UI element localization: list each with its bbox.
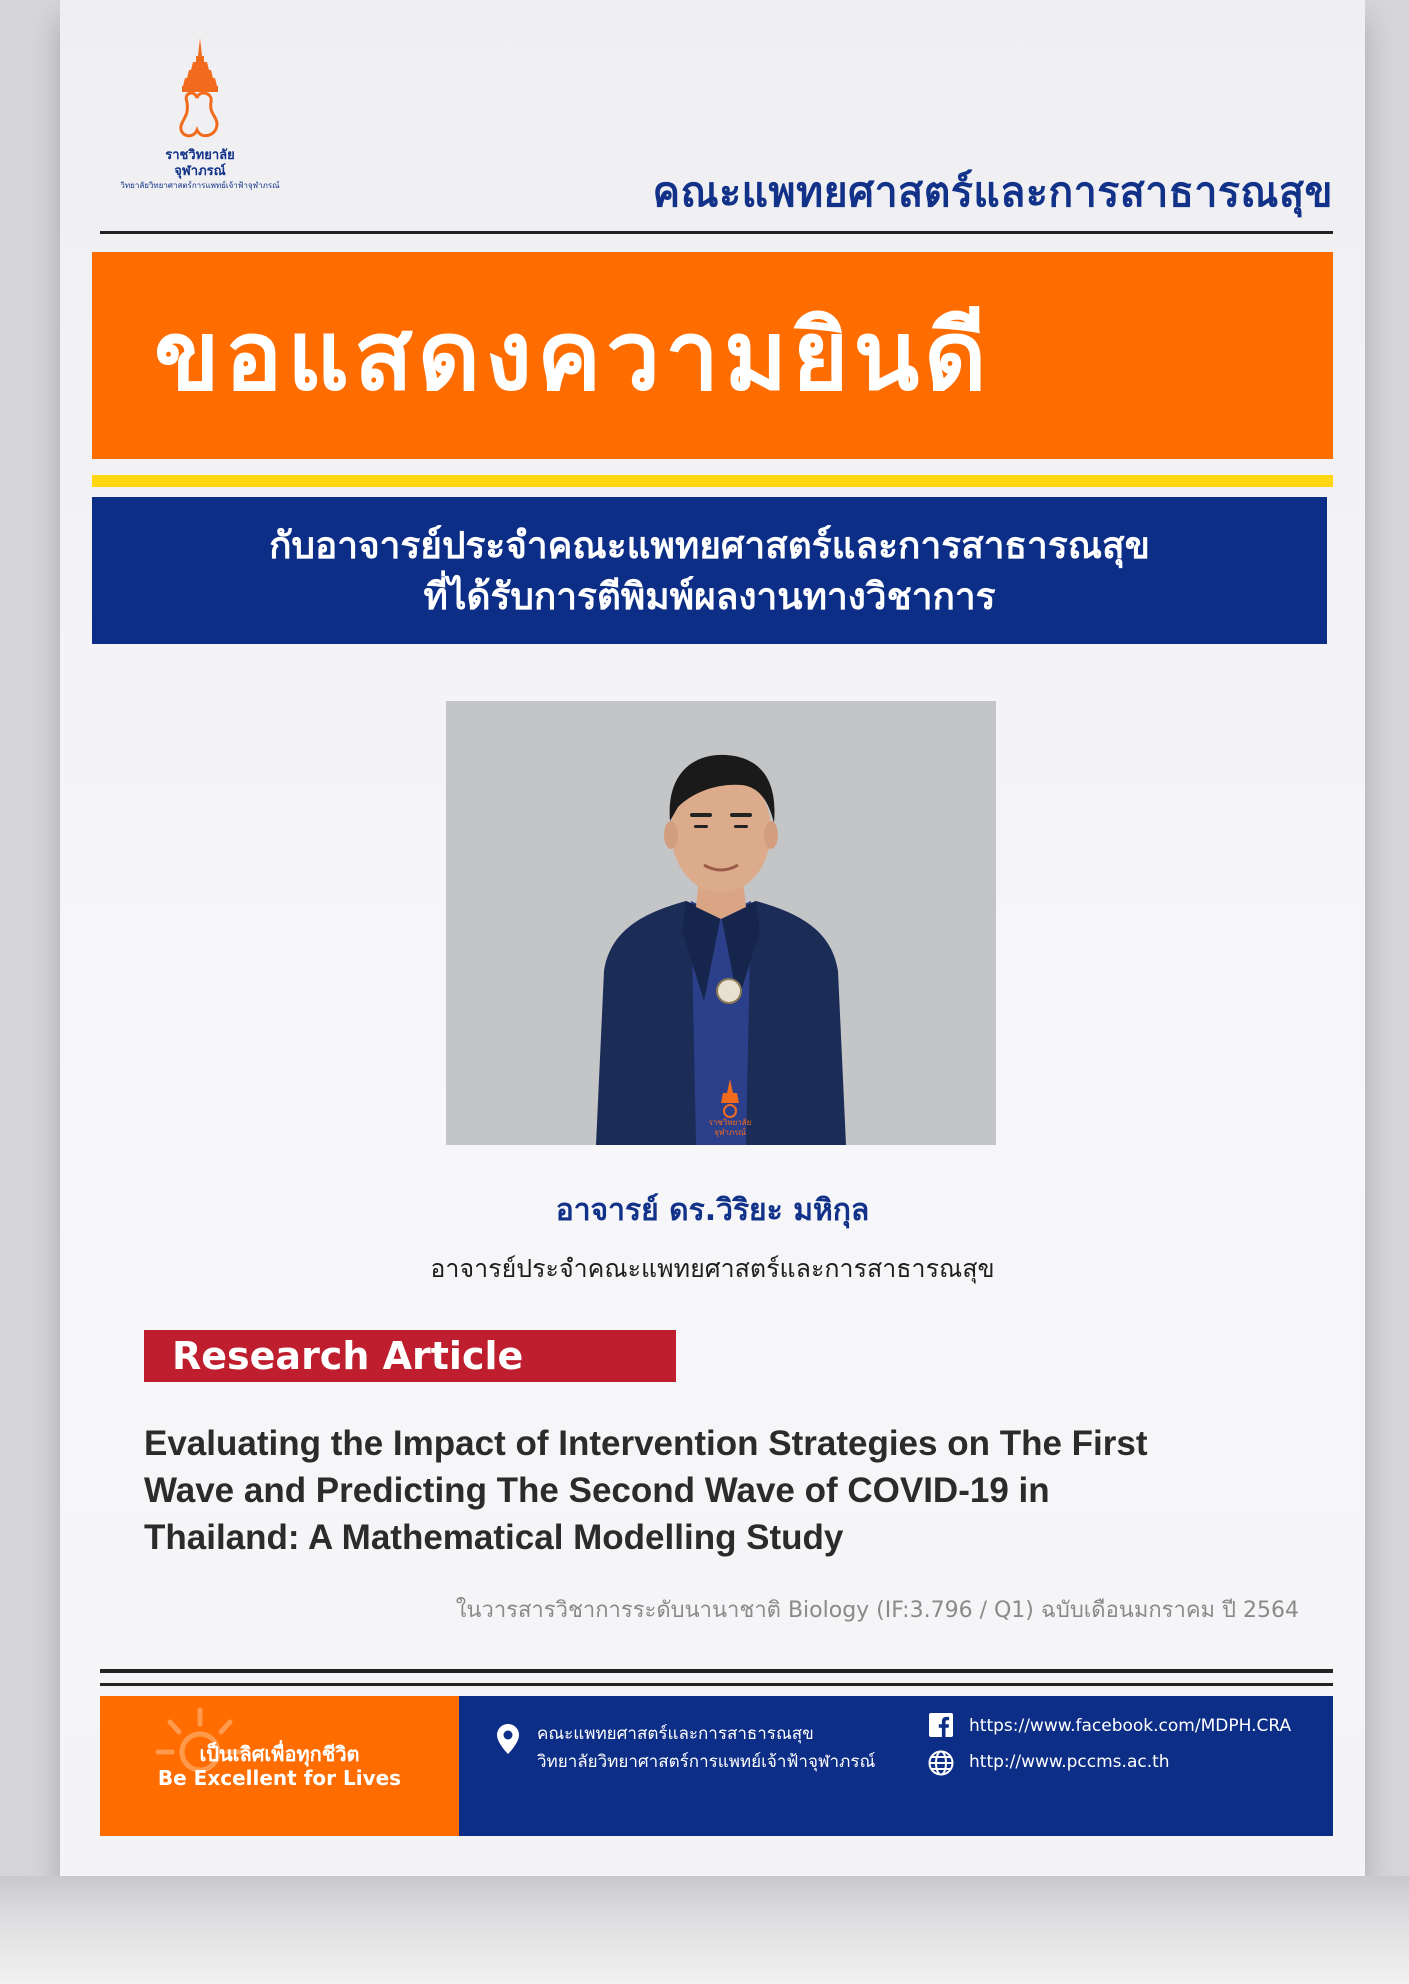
university-logo [100, 36, 300, 206]
banner-title: ขอแสดงความยินดี [154, 299, 992, 412]
portrait-illustration [446, 701, 996, 1145]
slogan-thai: เป็นเลิศเพื่อทุกชีวิต [199, 1742, 360, 1766]
location-pin-icon [497, 1724, 519, 1754]
subtitle-banner [92, 497, 1327, 644]
faculty-heading: คณะแพทยศาสตร์และการสาธารณสุข [652, 168, 1333, 216]
article-title [144, 1420, 1294, 1561]
slogan-english: Be Excellent for Lives [157, 1766, 402, 1790]
subtitle-line2: ที่ได้รับการตีพิมพ์ผลงานทางวิชาการ [423, 575, 996, 618]
footer-divider-bottom [100, 1683, 1333, 1686]
address-line1: คณะแพทยศาสตร์และการสาธารณสุข [537, 1724, 814, 1744]
globe-icon[interactable] [927, 1749, 955, 1777]
header-divider [100, 231, 1333, 234]
footer-slogan-panel [100, 1696, 459, 1836]
website-link[interactable]: http://www.pccms.ac.th [969, 1752, 1170, 1772]
article-title-line3: Thailand: A Mathematical Modelling Study [144, 1518, 844, 1557]
facebook-link[interactable]: https://www.facebook.com/MDPH.CRA [969, 1716, 1292, 1736]
logo-line3: วิทยาลัยวิทยาศาสตร์การแพทย์เจ้าฟ้าจุฬาภรณ์ [120, 181, 280, 190]
portrait-photo [446, 701, 996, 1145]
logo-line1: ราชวิทยาลัย [165, 148, 235, 163]
logo-line2: จุฬาภรณ์ [174, 164, 226, 179]
backdrop-floor [0, 1876, 1409, 1984]
person-name: อาจารย์ ดร.วิริยะ มหิกุล [555, 1193, 870, 1228]
pagoda-crest-icon [165, 36, 235, 146]
photo-logo-text2: จุฬาภรณ์ [714, 1128, 746, 1137]
article-title-line2: Wave and Predicting The Second Wave of COVID-19 in [144, 1471, 1050, 1510]
poster-page [60, 0, 1365, 1876]
person-position: อาจารย์ประจำคณะแพทยศาสตร์และการสาธารณสุข [430, 1254, 995, 1283]
facebook-icon[interactable] [929, 1713, 953, 1737]
journal-info: ในวารสารวิชาการระดับนานาชาติ Biology (IF:3.796 / Q1) ฉบับเดือนมกราคม ปี 2564 [455, 1598, 1299, 1623]
yellow-divider [92, 475, 1333, 487]
photo-logo-text1: ราชวิทยาลัย [708, 1118, 752, 1127]
congratulations-banner [92, 252, 1333, 459]
subtitle-line1: กับอาจารย์ประจำคณะแพทยศาสตร์และการสาธารณสุข [269, 524, 1150, 567]
address-line2: วิทยาลัยวิทยาศาสตร์การแพทย์เจ้าฟ้าจุฬาภรณ์ [537, 1752, 876, 1772]
tag-label: Research Article [172, 1334, 524, 1378]
article-title-line1: Evaluating the Impact of Intervention Strategies on The First [144, 1424, 1148, 1463]
footer-contact-panel [459, 1696, 1333, 1836]
research-article-tag [144, 1330, 676, 1382]
footer-divider-top [100, 1669, 1333, 1673]
